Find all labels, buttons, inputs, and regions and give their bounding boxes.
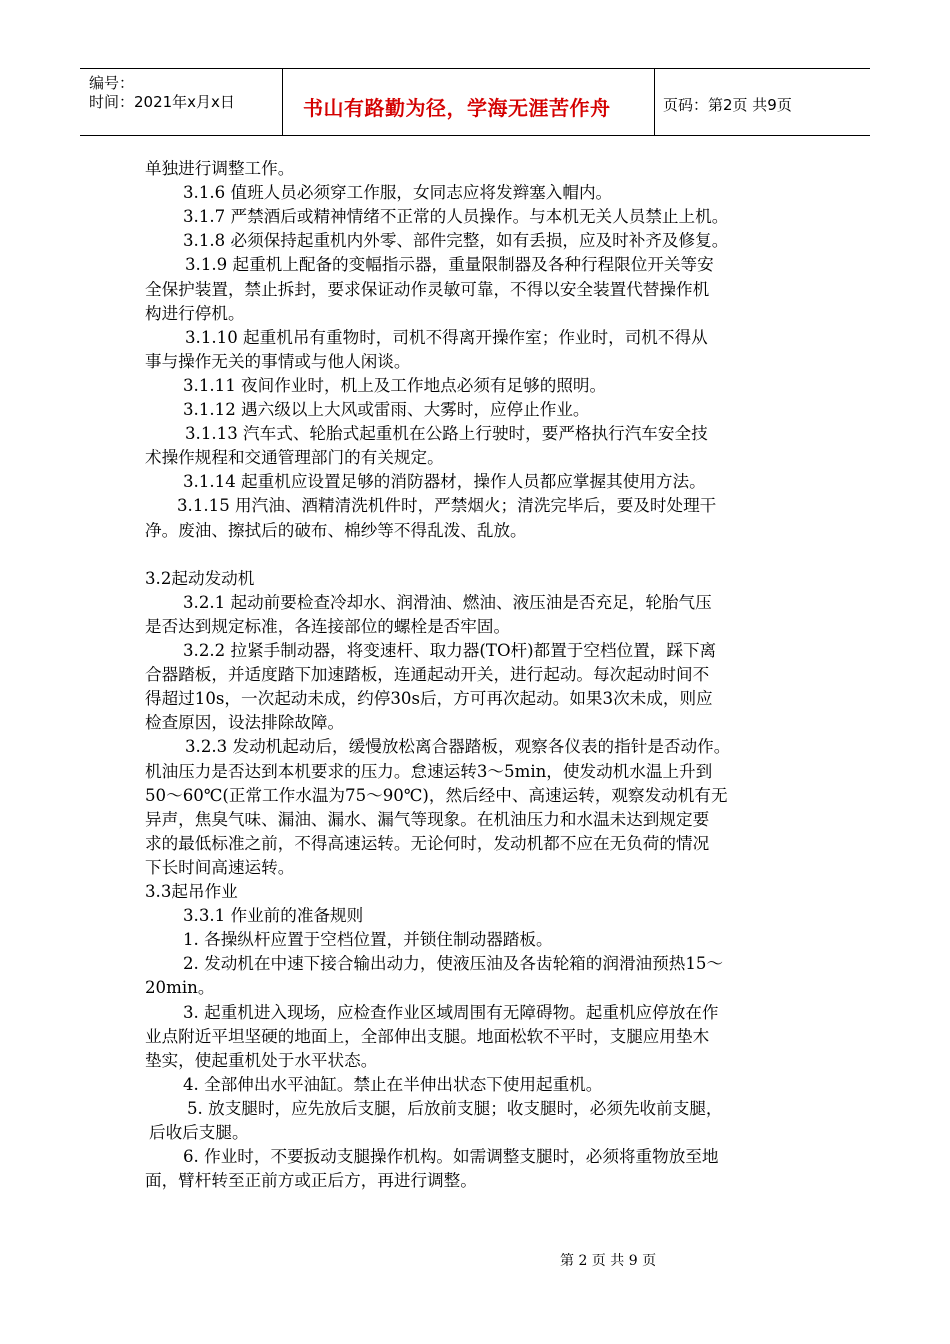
body-line: 单独进行调整工作。	[145, 159, 295, 178]
header-info-cell	[80, 69, 283, 135]
body-line: 面，臂杆转至正前方或正后方，再进行调整。	[145, 1171, 477, 1191]
body-line: 下长时间高速运转。	[145, 857, 295, 877]
header-page-cell	[655, 69, 870, 135]
motto-text: 书山有路勤为径，学海无涯苦作舟	[303, 96, 611, 120]
body-line: 垫实，使起重机处于水平状态。	[145, 1050, 378, 1070]
body-line: 50～60℃(正常工作水温为75～90℃)，然后经中、高速运转，观察发动机有无	[145, 785, 728, 805]
body-line: 3.1.8 必须保持起重机内外零、部件完整，如有丢损，应及时补齐及修复。	[183, 231, 729, 251]
header-motto-cell	[283, 69, 655, 135]
body-line: 3.3起吊作业	[145, 882, 238, 901]
body-line: 合器踏板，并适度踏下加速踏板，连通起动开关，进行起动。每次起动时间不	[145, 665, 710, 685]
body-line: 后收后支腿。	[149, 1123, 249, 1142]
document-number-label: 编号：	[89, 74, 135, 92]
body-line: 全保护装置，禁止拆封，要求保证动作灵敏可靠，不得以安全装置代替操作机	[145, 279, 710, 299]
body-line: 5. 放支腿时，应先放后支腿，后放前支腿；收支腿时，必须先收前支腿，	[187, 1098, 723, 1118]
body-line: 3.2.1 起动前要检查冷却水、润滑油、燃油、液压油是否充足，轮胎气压	[183, 592, 712, 612]
body-line: 异声，焦臭气味、漏油、漏水、漏气等现象。在机油压力和水温未达到规定要	[145, 809, 710, 829]
body-line: 3.2起动发动机	[145, 568, 255, 588]
body-line: 3.1.14 起重机应设置足够的消防器材，操作人员都应掌握其使用方法。	[183, 472, 706, 492]
body-line: 3. 起重机进入现场，应检查作业区域周围有无障碍物。起重机应停放在作	[183, 1002, 719, 1022]
body-line: 检查原因，设法排除故障。	[145, 713, 345, 733]
body-line: 3.1.9 起重机上配备的变幅指示器，重量限制器及各种行程限位开关等安	[185, 255, 714, 275]
body-line: 3.1.7 严禁酒后或精神情绪不正常的人员操作。与本机无关人员禁止上机。	[183, 207, 729, 227]
body-line: 2. 发动机在中速下接合输出动力，使液压油及各齿轮箱的润滑油预热15～	[183, 954, 724, 974]
body-line: 求的最低标准之前，不得高速运转。无论何时，发动机都不应在无负荷的情况	[145, 833, 710, 853]
body-line: 4. 全部伸出水平油缸。禁止在半伸出状态下使用起重机。	[183, 1074, 603, 1094]
page-header	[80, 68, 870, 136]
body-line: 6. 作业时，不要扳动支腿操作机构。如需调整支腿时，必须将重物放至地	[183, 1147, 719, 1167]
document-date: 时间：2021年x月x日	[89, 93, 235, 111]
body-line: 3.1.11 夜间作业时，机上及工作地点必须有足够的照明。	[183, 375, 607, 395]
body-line: 3.1.6 值班人员必须穿工作服，女同志应将发辫塞入帽内。	[183, 183, 613, 203]
body-line: 3.2.2 拉紧手制动器，将变速杆、取力器(TO杆)都置于空档位置，踩下离	[183, 641, 717, 660]
body-line: 净。废油、擦拭后的破布、棉纱等不得乱泼、乱放。	[145, 520, 527, 540]
body-line: 3.1.15 用汽油、酒精清洗机件时，严禁烟火；清洗完毕后，要及时处理干	[177, 496, 717, 516]
header-page-info: 页码：第2页 共9页	[663, 96, 792, 114]
body-line: 构进行停机。	[145, 303, 245, 323]
body-line: 术操作规程和交通管理部门的有关规定。	[145, 448, 444, 468]
body-line: 机油压力是否达到本机要求的压力。怠速运转3～5min，使发动机水温上升到	[145, 761, 713, 781]
body-line: 是否达到规定标准，各连接部位的螺栓是否牢固。	[145, 616, 511, 636]
body-line: 3.2.3 发动机起动后，缓慢放松离合器踏板，观察各仪表的指针是否动作。	[185, 737, 731, 757]
body-line: 业点附近平坦坚硬的地面上，全部伸出支腿。地面松软不平时，支腿应用垫木	[145, 1026, 710, 1046]
body-line: 3.1.12 遇六级以上大风或雷雨、大雾时，应停止作业。	[183, 400, 590, 419]
body-line: 事与操作无关的事情或与他人闲谈。	[145, 351, 411, 371]
body-line: 3.3.1 作业前的准备规则	[183, 906, 364, 926]
body-line: 1. 各操纵杆应置于空档位置，并锁住制动器踏板。	[183, 930, 553, 950]
body-line: 20min。	[145, 978, 215, 998]
body-line: 3.1.10 起重机吊有重物时，司机不得离开操作室；作业时，司机不得从	[185, 327, 708, 347]
body-line: 得超过10s，一次起动未成，约停30s后，方可再次起动。如果3次未成，则应	[145, 689, 713, 709]
page-footer: 第 2 页 共 9 页	[560, 1253, 657, 1269]
body-line: 3.1.13 汽车式、轮胎式起重机在公路上行驶时，要严格执行汽车安全技	[185, 424, 708, 444]
